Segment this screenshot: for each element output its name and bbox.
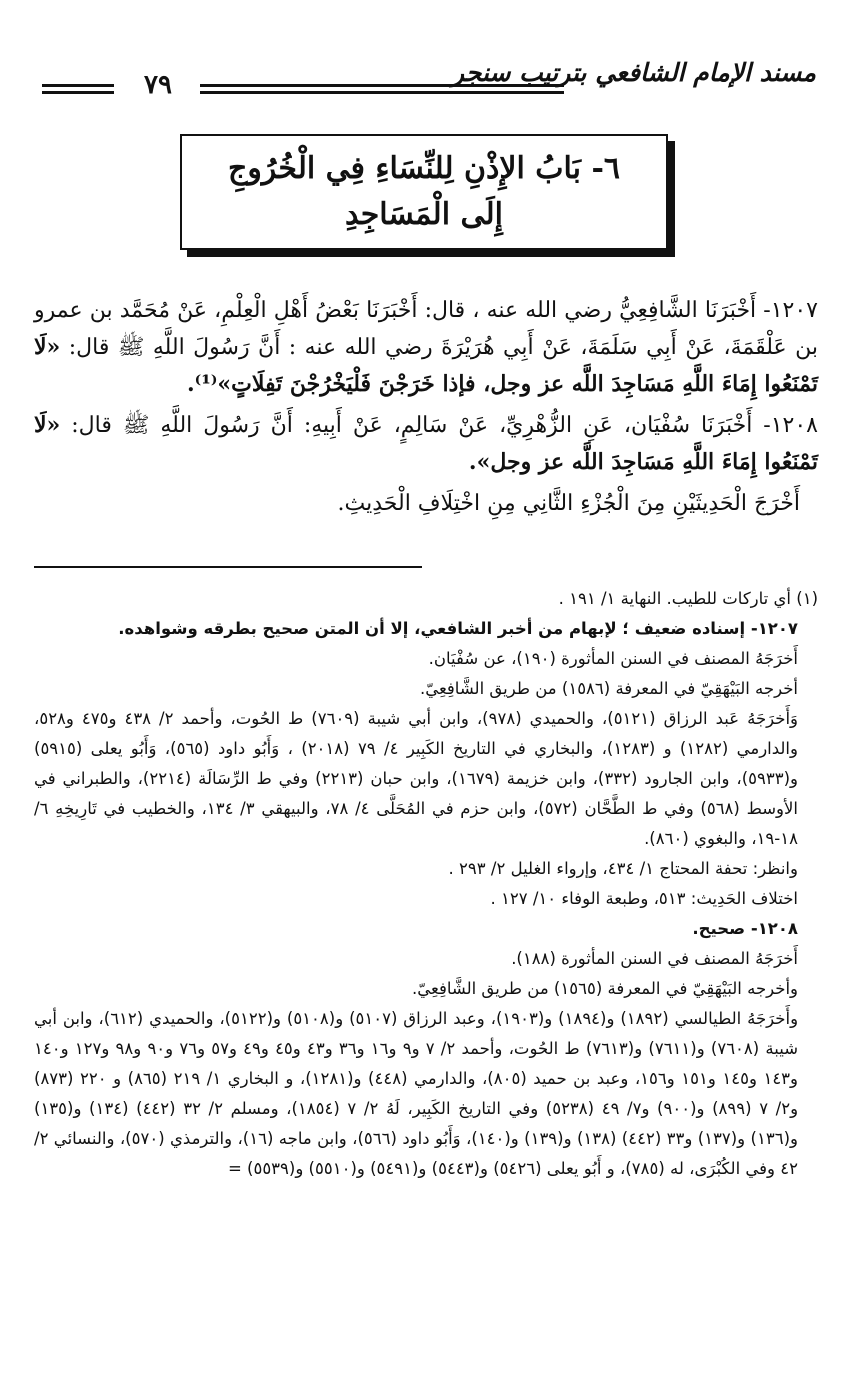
hadith-isnad: ١٢٠٧- أَخْبَرَنَا الشَّافِعِيُّ رضي الله عنه ، قال: أَخْبَرَنَا بَعْضُ أَهْلِ الْعِلْمِ، عَنْ مُحَمَّد بن عمرو بن عَلْقَمَةَ، عَنْ أَبِي سَلَمَةَ، عَنْ أَبِي هُرَيْرَةَ رضي الله عنه : أَنَّ رَسُولَ اللَّهِ ﷺ قال: [34,298,818,360]
header-rule [200,91,564,94]
hadith-1208 [34,407,818,481]
footnotes [34,584,818,1184]
takhrij-1208-heading: ١٢٠٨- صحيح. [692,919,798,938]
closing-line: أَخْرَجَ الْحَدِيثَيْنِ مِنَ الْجُزْءِ الثَّانِي مِنِ اخْتِلَافِ الْحَدِيثِ. [337,491,800,516]
takhrij-line: وأخرجه البَيْهَقِيّ في المعرفة (١٥٦٥) من طريق الشَّافِعِيّ. [411,979,798,998]
running-header [0,58,856,108]
takhrij-line: اختلاف الحَدِيث: ٥١٣، وطبعة الوفاء ١٠/ ١٢٧ . [490,889,798,908]
takhrij-line: وأَخرَجَهُ الطيالسي (١٨٩٢) و(١٨٩٤) و(١٩٠٣)، وعبد الرزاق (٥١٠٧) و(٥١٠٨) و(٥١٢٢)، والحميدي (٦١٢)، وابن أبي شيبة (٧٦٠٨) و(٧٦١١) و(٧٦١٣) ط الحُوت، وأحمد ٢/ ٧ و٩ و١٦ و٣٦ و٤٣ و٤٥ و٤٩ و٥٧ و٧٦ و٩٠ و٩٨ و١٢٧ و١٤٠ و١٤٣ و١٤٥ و١٥١ و١٥٦، وعبد بن حميد (٨٠٥)، والدارمي (٤٤٨) و(١٢٨١)، و البخاري ١/ ٢١٩ (٨٦٥) و ٢٢٠ (٨٧٣) و٢/ ٧ (٨٩٩) و(٩٠٠) و٧/ ٤٩ (٥٢٣٨) وفي التاريخ الكَبِير، لَهُ ٢/ ٧ (١٨٥٤)، ومسلم ٢/ ٣٢ (٤٤٢) (١٣٤) و(١٣٥) و(١٣٦) و(١٣٧) و٣٣ (٤٤٢) (١٣٨) و(١٣٩) و(١٤٠)، وَأَبُو داود (٥٦٦)، وابن ماجه (١٦)، والترمذي (٥٧٠)، والنسائي ٢/ ٤٢ وفي الكُبْرَى، له (٧٨٥)، و أَبُو يعلى (٥٤٢٦) و(٥٤٤٣) و(٥٤٩١) و(٥٥١٠) و(٥٥٣٩) = [34,1009,799,1178]
footnote-separator [34,566,422,568]
chapter-heading-box [180,134,668,250]
takhrij-line: وانظر: تحفة المحتاج ١/ ٤٣٤، وإرواء الغليل ٢/ ٢٩٣ . [448,859,798,878]
hadith-matn: «لَا تَمْنَعُوا إِمَاءَ اللَّهِ مَسَاجِدَ اللَّه عز وجل، فإذا خَرَجْنَ فَلْيَخْرُجْنَ تَفِلَاتٍ»⁽¹⁾. [34,334,818,397]
page-number: ٧٩ [144,70,172,100]
footnote-1: (١) أي تاركات للطيب. النهاية ١/ ١٩١ . [558,589,818,608]
header-rule-short [42,91,114,94]
book-title: مسند الإمام الشافعي بترتيب سنجر [452,58,816,87]
hadith-isnad: ١٢٠٨- أَخْبَرَنَا سُفْيَان، عَنِ الزُّهْرِيِّ، عَنْ سَالِمٍ، عَنْ أَبِيهِ: أَنَّ رَسُولَ اللَّهِ ﷺ قال: [71,413,818,438]
hadith-text [34,292,818,526]
header-rule [200,84,564,87]
takhrij-line: أخرجه البَيْهَقِيّ في المعرفة (١٥٨٦) من طريق الشَّافِعِيّ. [419,679,798,698]
header-rule-short [42,84,114,87]
chapter-title: ٦- بَابُ الإِذْنِ لِلنِّسَاءِ فِي الْخُرُوجِ إِلَى الْمَسَاجِدِ [227,150,621,232]
takhrij-line: أَخرَجَهُ المصنف في السنن المأثورة (١٩٠)، عن سُفْيَان. [428,649,798,668]
takhrij-line: أَخرَجَهُ المصنف في السنن المأثورة (١٨٨). [511,949,798,968]
hadith-1207 [34,292,818,403]
takhrij-line: وَأَخرَجَهُ عَبد الرزاق (٥١٢١)، والحميدي (٩٧٨)، وابن أبي شيبة (٧٦٠٩) ط الحُوت، وأحمد ٢/ ٤٣٨ و٤٧٥ و٥٢٨، والدارمي (١٢٨٢) و (١٢٨٣)، والبخاري في التاريخ الكَبِير ٤/ ٧٩ (٢٠١٨) ، وَأَبُو داود (٥٦٥)، وَأَبُو يعلى (٥٩١٥) و(٥٩٣٣)، وابن الجارود (٣٣٢)، وابن خزيمة (١٦٧٩)، وابن حبان (٢٢١٣) وفي ط الرِّسَالَة (٢٢١٤)، والطبراني في الأوسط (٥٦٨) وفي ط الطَّحَّان (٥٧٢)، وابن حزم في المُحَلَّى ٤/ ٧٨، والبيهقي ٣/ ١٣٤، والخطيب في تَارِيخِهِ ٦/ ١٨-١٩، والبغوي (٨٦٠). [34,709,799,848]
takhrij-1207-heading: ١٢٠٧- إسناده ضعيف ؛ لإبهام من أخبر الشافعي، إلا أن المتن صحيح بطرقه وشواهده. [118,619,798,638]
hadith-matn: «لَا تَمْنَعُوا إِمَاءَ اللَّهِ مَسَاجِدَ اللَّه عز وجل». [34,412,818,475]
